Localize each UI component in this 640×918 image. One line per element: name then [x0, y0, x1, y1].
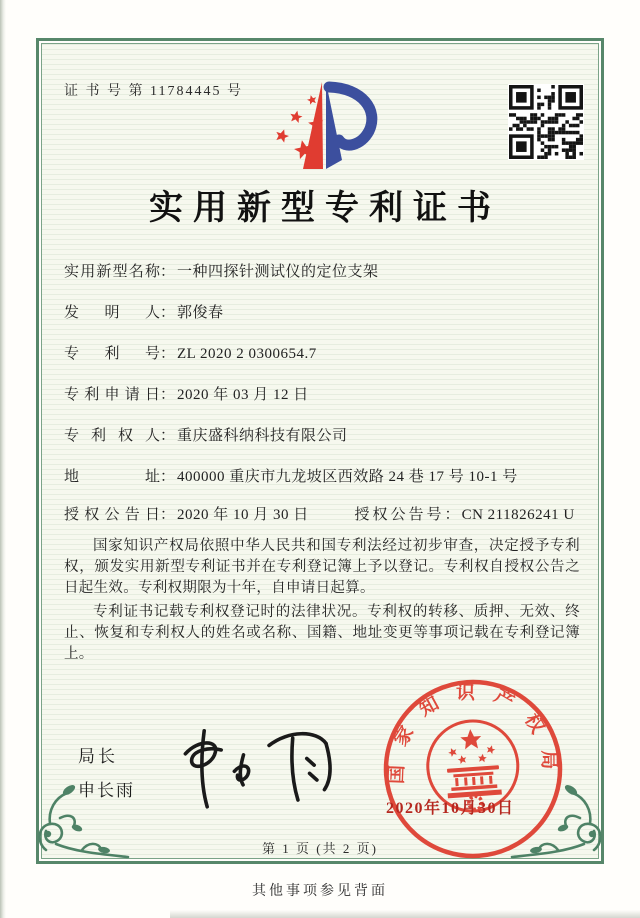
qr-code	[508, 84, 584, 160]
scan-edge-artifact	[0, 0, 6, 918]
field-colon: ：	[160, 507, 176, 523]
field-list	[64, 260, 584, 506]
grant-number-label: 授权公告号	[354, 507, 445, 523]
corner-ornament-icon	[28, 770, 138, 875]
grant-date-label: 授权公告日	[64, 507, 160, 523]
field-label: 发明人	[64, 305, 160, 321]
field-label: 实用新型名称	[64, 264, 160, 280]
cnipa-logo-icon	[256, 74, 388, 177]
field-row-filing-date	[64, 383, 584, 409]
field-colon: ：	[160, 305, 176, 321]
field-label: 专利申请日	[64, 387, 160, 403]
field-value: 郭俊春	[177, 305, 224, 321]
grant-number-value: CN 211826241 U	[461, 507, 575, 523]
field-row-utility-model-name	[64, 260, 584, 286]
page-number: 第 1 页 (共 2 页)	[262, 841, 378, 856]
certificate-number: 证 书 号 第 11784445 号	[64, 84, 243, 99]
paragraph-register-statement: 专利证书记载专利权登记时的法律状况。专利权的转移、质押、无效、终止、恢复和专利权人的姓名或名称、国籍、地址变更等事项记载在专利登记簿上。	[64, 604, 580, 662]
field-value: 2020 年 03 月 12 日	[177, 387, 309, 403]
certificate-title: 实用新型专利证书	[149, 190, 501, 227]
field-colon: ：	[160, 264, 176, 280]
paragraph-grant-statement: 国家知识产权局依照中华人民共和国专利法经过初步审查，决定授予专利权，颁发实用新型专利证书并在专利登记簿上予以登记。专利权自授权公告之日起生效。专利权期限为十年，自申请日起算。	[64, 538, 580, 596]
field-row-address	[64, 465, 584, 491]
field-row-inventor	[64, 301, 584, 327]
field-label: 地址	[64, 469, 160, 485]
back-note: 其他事项参见背面	[252, 884, 388, 899]
field-colon: ：	[160, 387, 176, 403]
grant-number	[355, 503, 575, 524]
signature-icon	[172, 714, 347, 819]
field-value: ZL 2020 2 0300654.7	[177, 346, 317, 362]
corner-ornament-icon	[502, 770, 612, 875]
field-row-patent-number	[64, 342, 584, 368]
grant-date-value: 2020 年 10 月 30 日	[177, 507, 309, 523]
field-colon: ：	[160, 469, 176, 485]
seal-date: 2020年10月30日	[386, 800, 515, 817]
field-colon: ：	[160, 428, 176, 444]
legal-text	[64, 536, 580, 668]
director-name: 申长雨	[78, 781, 135, 800]
field-value: 一种四探针测试仪的定位支架	[177, 264, 379, 280]
grant-date	[64, 503, 309, 524]
field-label: 专利号	[64, 346, 160, 362]
seal-agency-text: 国家知识产权局	[386, 682, 560, 787]
field-value: 400000 重庆市九龙坡区西效路 24 巷 17 号 10-1 号	[177, 469, 518, 485]
field-row-patentee	[64, 424, 584, 450]
grant-row	[64, 503, 575, 524]
field-colon: ：	[444, 507, 460, 523]
field-colon: ：	[160, 346, 176, 362]
field-label: 专利权人	[64, 428, 160, 444]
field-value: 重庆盛科纳科技有限公司	[177, 428, 348, 444]
scan-edge-artifact	[170, 910, 640, 918]
director-title: 局长	[78, 747, 118, 766]
